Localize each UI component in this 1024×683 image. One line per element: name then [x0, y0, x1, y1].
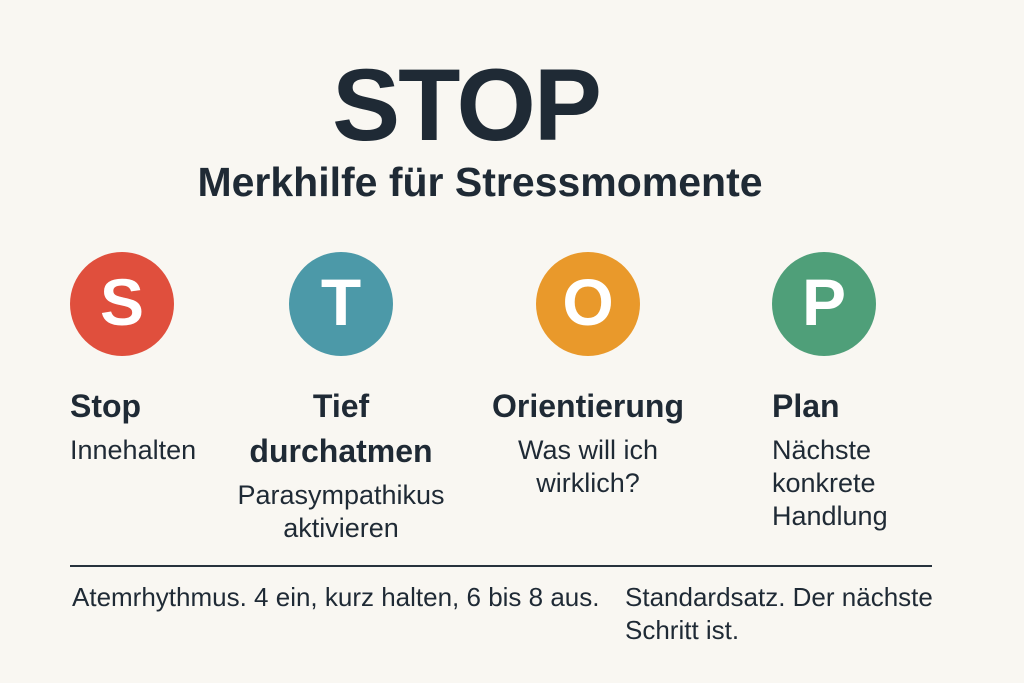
- step-heading-tief-durchatmen: Tief durchatmen: [249, 388, 433, 469]
- step-heading-stop: Stop: [70, 388, 142, 424]
- circle-letter-s: S: [99, 265, 145, 339]
- step-column-orientierung: [468, 252, 708, 500]
- footer-note-breathing-rhythm: Atemrhythmus. 4 ein, kurz halten, 6 bis 8 aus.: [72, 582, 600, 612]
- page-title: STOP: [332, 48, 600, 162]
- step-subtext-stop: Innehalten: [70, 434, 197, 465]
- circle-letter-p: P: [801, 265, 847, 339]
- step-heading-plan: Plan: [772, 388, 840, 424]
- footer-divider-line: [70, 565, 932, 567]
- page-subtitle: Merkhilfe für Stressmomente: [197, 159, 763, 205]
- letter-circle-t: [289, 252, 393, 356]
- letter-circle-p: [772, 252, 876, 356]
- step-subtext-plan: Nächste konkrete Handlung: [772, 434, 888, 531]
- step-heading-orientierung: Orientierung: [491, 388, 684, 424]
- step-column-tief-durchatmen: [226, 252, 456, 544]
- letter-circle-s: [70, 252, 174, 356]
- circle-letter-t: T: [320, 265, 362, 339]
- step-column-plan: [772, 252, 947, 533]
- step-subtext-orientierung: Was will ich wirklich?: [517, 434, 658, 498]
- footer-note-standard-sentence: Standardsatz. Der nächste Schritt ist.: [625, 582, 933, 646]
- circle-letter-o: O: [562, 265, 614, 339]
- letter-circle-o: [536, 252, 640, 356]
- step-subtext-tief-durchatmen: Parasympathikus aktivieren: [237, 479, 445, 543]
